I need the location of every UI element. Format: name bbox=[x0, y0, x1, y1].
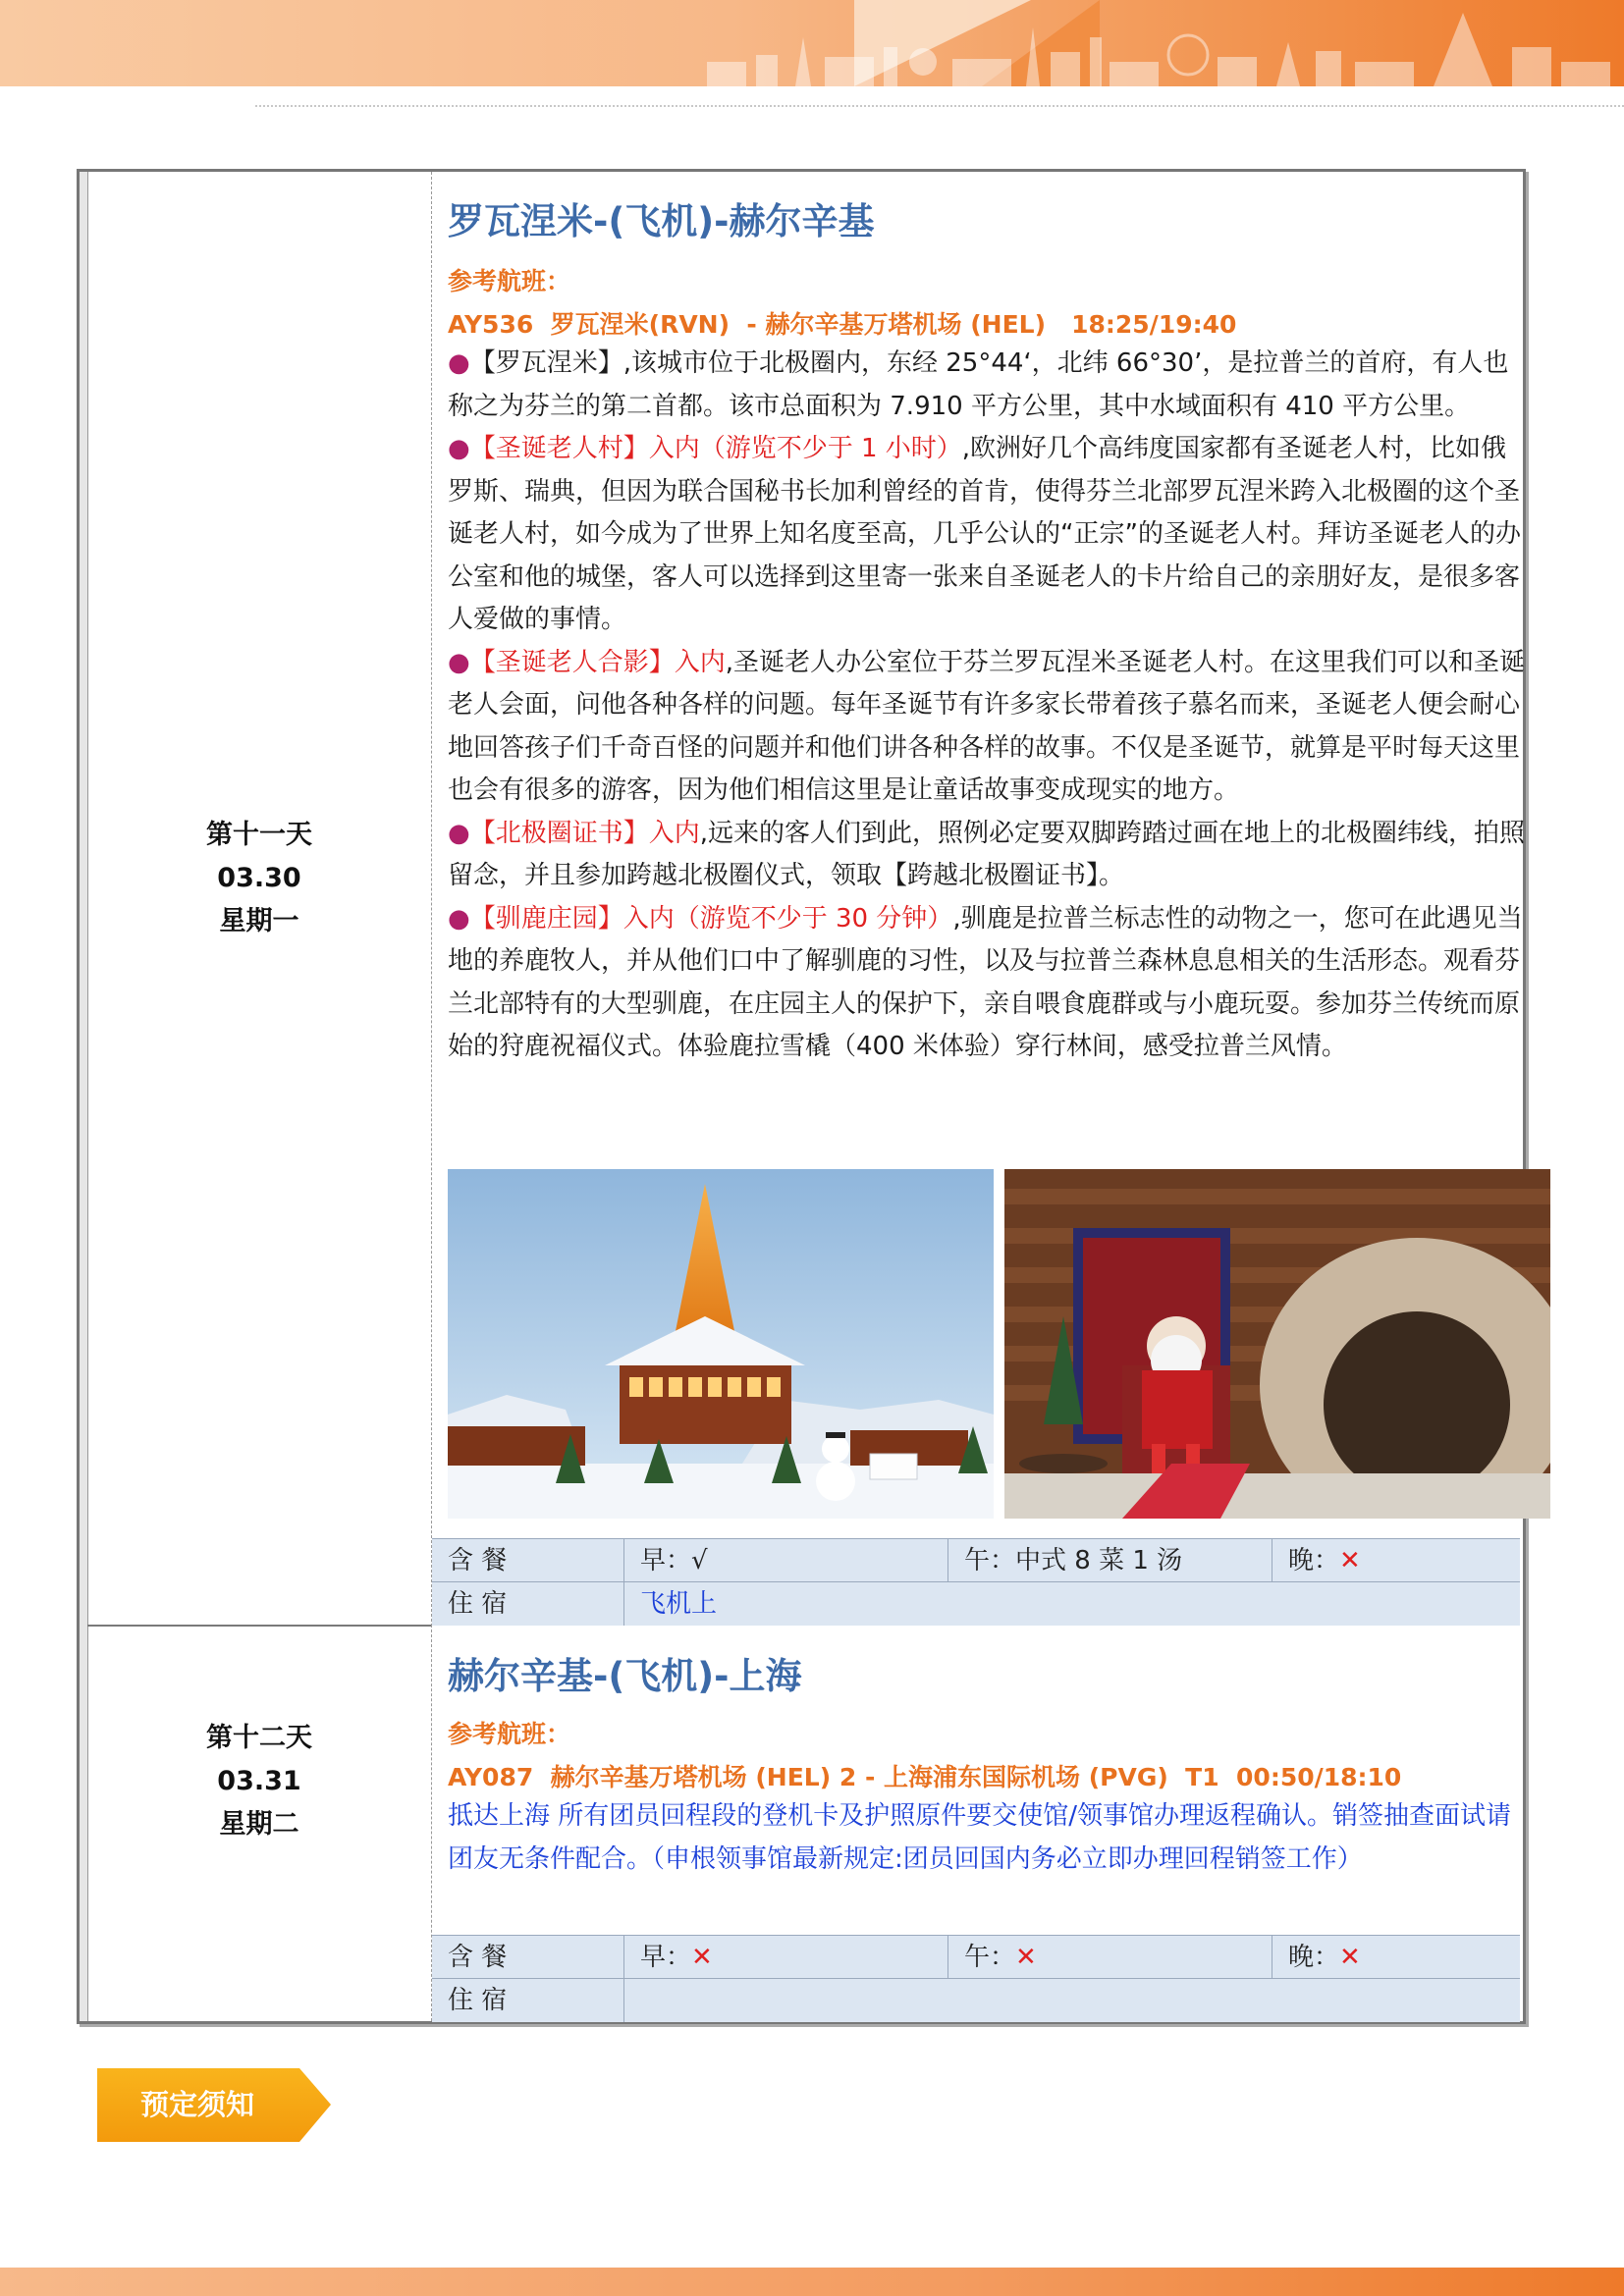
section-text: ,该城市位于北极圈内，东经 25°44‘，北纬 66°30’，是拉普兰的首府，有人也称之为芬兰的第二首都。该市总面积为 7.910 平方公里，其中水域面积有 410 平方公里。 bbox=[448, 348, 1509, 421]
breakfast: 早：√ bbox=[624, 1539, 948, 1582]
dinner bbox=[1272, 1936, 1520, 1979]
meal-row bbox=[432, 1935, 1520, 1979]
day-cell bbox=[87, 1625, 432, 2021]
breakfast-label: 早： bbox=[640, 1943, 692, 1972]
city-skyline-icon bbox=[687, 8, 1624, 86]
section-text: ,远来的客人们到此，照例必定要双脚跨踏过画在地上的北极圈纬线，拍照留念，并且参加跨越北极圈仪式，领取【跨越北极圈证书】。 bbox=[448, 818, 1525, 890]
flight-info: AY536 罗瓦涅米(RVN) - 赫尔辛基万塔机场 (HEL) 18:25/19:40 bbox=[448, 310, 1237, 339]
day-cell bbox=[87, 172, 432, 1627]
description bbox=[448, 343, 1528, 1069]
lunch-label: 午： bbox=[964, 1943, 1016, 1972]
bullet-icon: ● bbox=[448, 434, 470, 463]
bullet-icon: ● bbox=[448, 647, 470, 677]
route-title: 罗瓦涅米-(飞机)-赫尔辛基 bbox=[448, 200, 875, 242]
day-content bbox=[432, 172, 1525, 1625]
section-heading: 【圣诞老人合影】入内 bbox=[469, 647, 726, 677]
booking-notice-badge bbox=[97, 2068, 331, 2142]
meal-label: 含 餐 bbox=[432, 1539, 624, 1582]
dinner-label: 晚： bbox=[1288, 1943, 1340, 1972]
lodging-value: 飞机上 bbox=[640, 1589, 718, 1619]
section-heading: 【驯鹿庄园】入内（游览不少于 30 分钟） bbox=[469, 903, 953, 934]
santa-village-photo bbox=[448, 1169, 994, 1519]
day-number: 第十一天 bbox=[206, 820, 312, 850]
section-heading: 【北极圈证书】入内 bbox=[469, 818, 700, 848]
return-note: 抵达上海 所有团员回程段的登机卡及护照原件要交使馆/领事馆办理返程确认。销签抽查面试请团友无条件配合。（申根领事馆最新规定:团员回国内务必立即办理回程销签工作） bbox=[448, 1801, 1512, 1874]
lodging-row bbox=[432, 1978, 1520, 2022]
section bbox=[448, 898, 1528, 1069]
lodging-row bbox=[432, 1581, 1520, 1626]
lodging-value bbox=[624, 1979, 1520, 2022]
dinner-label: 晚： bbox=[1288, 1546, 1340, 1575]
day-weekday: 星期二 bbox=[219, 1809, 299, 1840]
route-title: 赫尔辛基-(飞机)-上海 bbox=[448, 1655, 802, 1697]
flight-label: 参考航班： bbox=[448, 267, 571, 295]
cross-icon: ✕ bbox=[1339, 1546, 1361, 1575]
day-number: 第十二天 bbox=[206, 1723, 312, 1753]
flight-label: 参考航班： bbox=[448, 1720, 571, 1748]
booking-notice-label: 预定须知 bbox=[140, 2088, 255, 2121]
section bbox=[448, 343, 1528, 428]
meal-label: 含 餐 bbox=[432, 1936, 624, 1979]
day-content bbox=[432, 1625, 1520, 2021]
lunch: 午：中式 8 菜 1 汤 bbox=[948, 1539, 1272, 1582]
lunch bbox=[948, 1936, 1272, 1979]
breakfast bbox=[624, 1936, 948, 1979]
bullet-icon: ● bbox=[448, 903, 470, 934]
section-text: ,圣诞老人办公室位于芬兰罗瓦涅米圣诞老人村。在这里我们可以和圣诞老人会面，问他各种各样的问题。每年圣诞节有许多家长带着孩子慕名而来，圣诞老人便会耐心地回答孩子们千奇百怪的问题并和他们讲各种各样的故事。不仅是圣诞节，就算是平时每天这里也会有很多的游客，因为他们相信这里是让童话故事变成现实的地方。 bbox=[448, 647, 1525, 805]
flight-info: AY087 赫尔辛基万塔机场 (HEL) 2 - 上海浦东国际机场 (PVG) T1 00:50/18:10 bbox=[448, 1763, 1402, 1791]
day-label bbox=[87, 1717, 431, 1846]
lodging-label: 住 宿 bbox=[432, 1979, 624, 2022]
footer-band bbox=[0, 2268, 1624, 2296]
dinner bbox=[1272, 1539, 1520, 1582]
bullet-icon: ● bbox=[448, 818, 470, 848]
section bbox=[448, 813, 1528, 898]
day-date: 03.30 bbox=[217, 863, 301, 893]
lodging-label: 住 宿 bbox=[432, 1582, 624, 1626]
section-text: ,驯鹿是拉普兰标志性的动物之一，您可在此遇见当地的养鹿牧人，并从他们口中了解驯鹿的习性，以及与拉普兰森林息息相关的生活形态。观看芬兰北部特有的大型驯鹿，在庄园主人的保护下，亲自喂食鹿群或与小鹿玩耍。参加芬兰传统而原始的狩鹿祝福仪式。体验鹿拉雪橇（400 米体验）穿行林间，感受拉普兰风情。 bbox=[448, 903, 1523, 1061]
meal-row bbox=[432, 1538, 1520, 1582]
header-band bbox=[0, 0, 1624, 86]
section bbox=[448, 428, 1528, 642]
day-weekday: 星期一 bbox=[219, 906, 299, 936]
itinerary-table bbox=[77, 169, 1526, 2024]
section bbox=[448, 642, 1528, 813]
cross-icon: ✕ bbox=[1339, 1943, 1361, 1972]
section-heading: 【圣诞老人村】入内（游览不少于 1 小时） bbox=[469, 434, 962, 463]
bullet-icon: ● bbox=[448, 348, 470, 378]
cross-icon: ✕ bbox=[1015, 1943, 1037, 1972]
cross-icon: ✕ bbox=[691, 1943, 713, 1972]
header-divider bbox=[255, 105, 1624, 107]
section-heading: 【罗瓦涅米】 bbox=[469, 348, 623, 378]
day-date: 03.31 bbox=[217, 1766, 301, 1796]
day-label bbox=[87, 814, 431, 943]
santa-office-photo bbox=[1004, 1169, 1550, 1519]
section-text: ,欧洲好几个高纬度国家都有圣诞老人村，比如俄罗斯、瑞典，但因为联合国秘书长加利曾经的首肯，使得芬兰北部罗瓦涅米跨入北极圈的这个圣诞老人村，如今成为了世界上知名度至高，几乎公认的“正宗”的圣诞老人村。拜访圣诞老人的办公室和他的城堡，客人可以选择到这里寄一张来自圣诞老人的卡片给自己的亲朋好友，是很多客人爱做的事情。 bbox=[448, 434, 1521, 634]
